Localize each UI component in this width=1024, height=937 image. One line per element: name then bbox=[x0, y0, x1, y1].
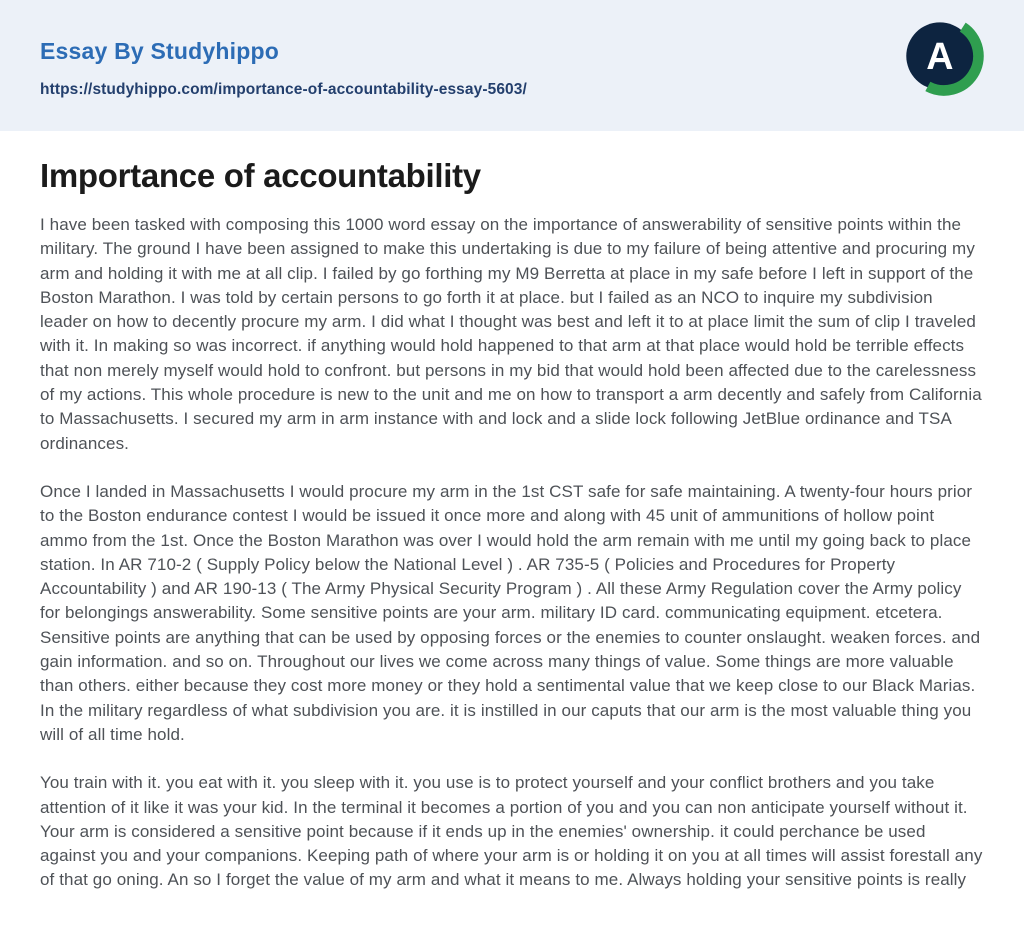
essay-paragraph-1: I have been tasked with composing this 1000 word essay on the importance of answerability of sensitive points within the military. The ground I have been assigned to make this undertaking is due to my failure of being attentive and procuring my arm and holding it with me at all clip. I failed by go forthing my M9 Berretta at place in my safe before I left in support of the Boston Marathon. I was told by certain persons to go forth it at place. but I failed as an NCO to inquire my subdivision leader on how to decently procure my arm. I did what I thought was best and left it to at place limit the sum of clip I traveled with it. In making so was incorrect. if anything would hold happened to that arm at that place would hold be terrible effects that non merely myself would hold to confront. but persons in my bid that would hold been affected due to the carelessness of my actions. This whole procedure is new to the unit and me on how to transport a arm decently and safely from California to Massachusetts. I secured my arm in arm instance with and lock and a slide lock following JetBlue ordinance and TSA ordinances. bbox=[40, 215, 982, 453]
essay-paragraph-3: You train with it. you eat with it. you sleep with it. you use is to protect yourself and your conflict brothers and you take attention of it like it was your kid. In the terminal it becomes a portion of you and you can non anticipate yourself without it. Your arm is considered a sensitive point because if it ends up in the enemies' ownership. it could perchance be used against you and your companions. Keeping path of where your arm is or holding it on you at all times will assist forestall any of that go oning. An so I forget the value of my arm and what it means to me. Always holding your sensitive points is really bbox=[40, 773, 983, 890]
logo-letter: A bbox=[926, 35, 954, 78]
site-title: Essay By Studyhippo bbox=[40, 38, 279, 64]
essay-title: Importance of accountability bbox=[40, 157, 481, 194]
essay-paragraph-2: Once I landed in Massachusetts I would procure my arm in the 1st CST safe for safe maintaining. A twenty-four hours prior to the Boston endurance contest I would be issued it once more and along with 45 unit of ammunitions of hollow point ammo from the 1st. Once the Boston Marathon was over I would hold the arm remain with me until my going back to place station. In AR 710-2 ( Supply Policy below the National Level ) . AR 735-5 ( Policies and Procedures for Property Accountability ) and AR 190-13 ( The Army Physical Security Program ) . All these Army Regulation cover the Army policy for belongings answerability. Some sensitive points are your arm. military ID card. communicating equipment. etcetera. Sensitive points are anything that can be used by opposing forces or the enemies to counter onslaught. weaken forces. and gain information. and so on. Throughout our lives we come across many things of value. Some things are more valuable than others. either because they cost more money or they hold a sentimental value that we keep close to our Black Marias. In the military regardless of what subdivision you are. it is instilled in our caputs that our arm is the most valuable thing you will of all time hold. bbox=[40, 481, 981, 744]
essay-content bbox=[0, 131, 1024, 933]
studyhippo-logo-icon bbox=[903, 15, 985, 97]
source-url-link[interactable]: https://studyhippo.com/importance-of-accountability-essay-5603/ bbox=[40, 81, 527, 98]
site-header bbox=[0, 0, 1024, 131]
